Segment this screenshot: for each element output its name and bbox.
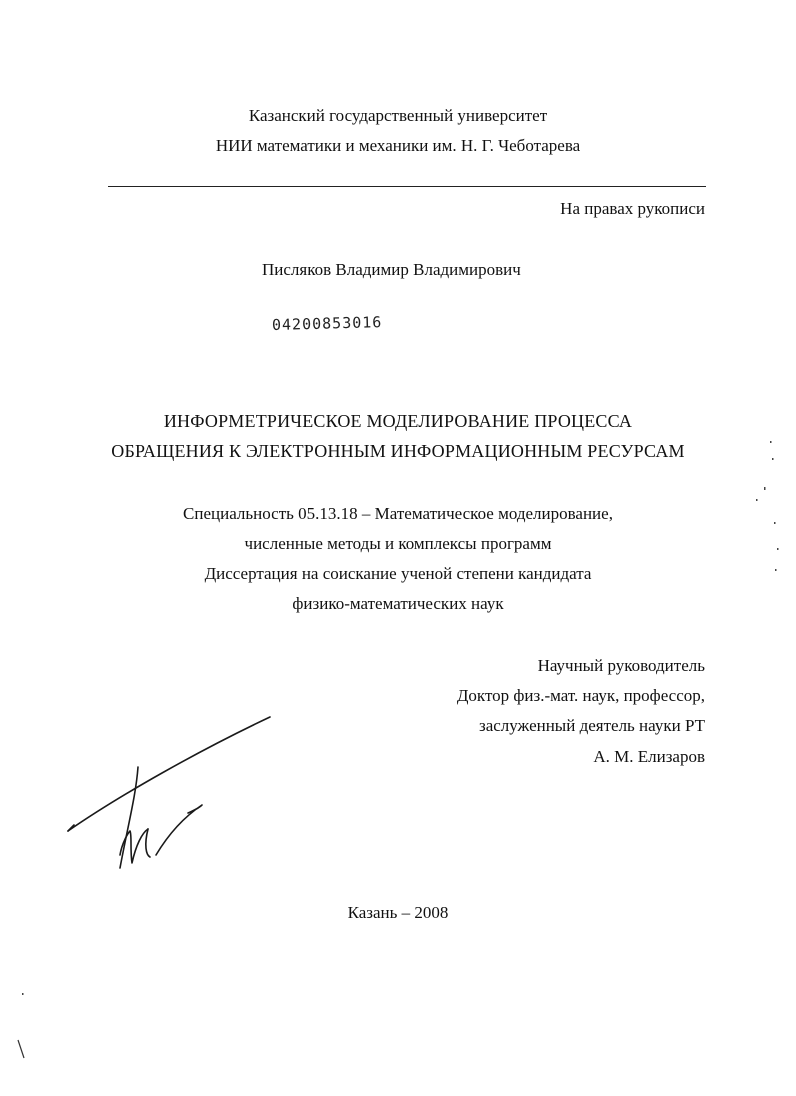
rights-note: На правах рукописи — [560, 199, 705, 218]
institute-name: НИИ математики и механики им. Н. Г. Чеботарева — [215, 136, 581, 155]
university-name: Казанский государственный университет — [248, 106, 548, 125]
specialty-line-2: численные методы и комплексы программ — [244, 534, 552, 553]
supervisor-degree: Доктор физ.-мат. наук, профессор, — [456, 686, 705, 705]
header-divider — [108, 186, 706, 187]
inventory-number: 04200853016 — [271, 313, 383, 334]
place-and-year: Казань – 2008 — [347, 903, 449, 922]
thesis-title-line-2: ОБРАЩЕНИЯ К ЭЛЕКТРОННЫМ ИНФОРМАЦИОННЫМ РЕСУРСАМ — [111, 441, 685, 461]
degree-line-2: физико-математических наук — [292, 594, 504, 613]
author-name: Писляков Владимир Владимирович — [262, 260, 521, 279]
supervisor-name: А. М. Елизаров — [593, 747, 705, 766]
supervisor-role: Научный руководитель — [537, 656, 705, 675]
thesis-title-line-1: ИНФОРМЕТРИЧЕСКОЕ МОДЕЛИРОВАНИЕ ПРОЦЕССА — [163, 411, 633, 431]
handwritten-signature — [60, 705, 290, 885]
degree-line-1: Диссертация на соискание ученой степени кандидата — [204, 564, 592, 583]
supervisor-honor: заслуженный деятель науки РТ — [478, 716, 705, 735]
specialty-line-1: Специальность 05.13.18 – Математическое моделирование, — [183, 504, 613, 523]
